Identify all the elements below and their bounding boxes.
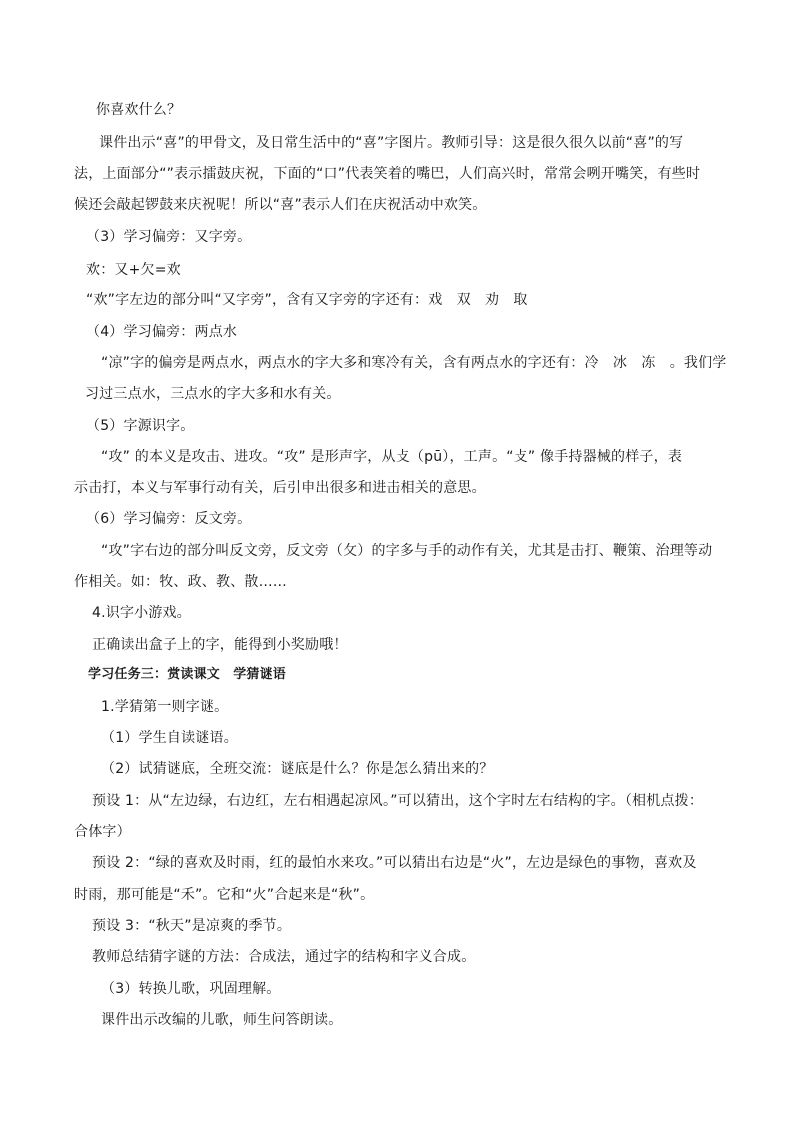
section-heading: （3）转换儿歌，巩固理解。 xyxy=(101,981,281,997)
text-line: 预设 1：从“左边绿，右边红，左右相遇起凉风。”可以猜出，这个字时左右结构的字。（相机点拨： xyxy=(92,793,704,809)
text-line: 课件出示改编的儿歌，师生问答朗读。 xyxy=(101,1012,343,1028)
section-heading: （3）学习偏旁：又字旁。 xyxy=(86,229,252,245)
text-line: 教师总结猜字谜的方法：合成法，通过字的结构和字义合成。 xyxy=(92,949,476,965)
section-heading: 1.学猜第一则字谜。 xyxy=(101,699,229,715)
section-heading: （4）学习偏旁：两点水 xyxy=(86,324,238,340)
text-line: 正确读出盒子上的字，能得到小奖励哦！ xyxy=(92,637,348,653)
text-line: （1）学生自读谜语。 xyxy=(101,730,238,746)
text-line: 预设 3：“秋天”是凉爽的季节。 xyxy=(92,918,292,934)
text-line: 欢：又+欠=欢 xyxy=(86,262,181,278)
task-heading: 学习任务三：赏读课文 学猜谜语 xyxy=(88,667,287,682)
text-line: 时雨，那可能是“禾”。它和“火”合起来是“秋”。 xyxy=(74,887,375,903)
text-line: 候还会敲起锣鼓来庆祝呢！所以“喜”表示人们在庆祝活动中欢笑。 xyxy=(74,197,487,213)
text-line: “攻”字右边的部分叫反文旁，反文旁（攵）的字多与手的动作有关，尤其是击打、鞭策、治理等动 xyxy=(101,543,713,559)
text-line: 作相关。如：牧、政、教、散…… xyxy=(74,574,287,590)
text-line: 合体字） xyxy=(74,824,131,840)
text-line: 示击打，本义与军事行动有关，后引申出很多和进击相关的意思。 xyxy=(74,480,486,496)
text-line: 你喜欢什么？ xyxy=(96,102,182,118)
text-line: “欢”字左边的部分叫“又字旁”，含有又字旁的字还有：戏 双 劝 取 xyxy=(86,292,528,308)
text-line: 法，上面部分“”表示擂鼓庆祝，下面的“口”代表笑着的嘴巴，人们高兴时，常常会咧开嘴笑，有些时 xyxy=(74,166,701,182)
text-line: “攻” 的本义是攻击、进攻。“攻” 是形声字，从攴（pū），工声。“攴” 像手持器械的样子，表 xyxy=(101,449,683,465)
text-line: （2）试猜谜底，全班交流：谜底是什么？你是怎么猜出来的？ xyxy=(101,761,494,777)
text-line: “凉”字的偏旁是两点水，两点水的字大多和寒冷有关，含有两点水的字还有：冷 冰 冻 。我们学 xyxy=(101,355,727,371)
section-heading: 4.识字小游戏。 xyxy=(92,605,191,621)
text-line: 课件出示“喜”的甲骨文，及日常生活中的“喜”字图片。教师引导：这是很久很久以前“喜”的写 xyxy=(99,135,684,151)
text-line: 预设 2：“绿的喜欢及时雨，红的最怕水来攻。”可以猜出右边是“火”，左边是绿色的事物，喜欢及 xyxy=(92,855,697,871)
text-line: 习过三点水，三点水的字大多和水有关。 xyxy=(85,386,341,402)
section-heading: （5）字源识字。 xyxy=(86,418,195,434)
section-heading: （6）学习偏旁：反文旁。 xyxy=(86,511,252,527)
